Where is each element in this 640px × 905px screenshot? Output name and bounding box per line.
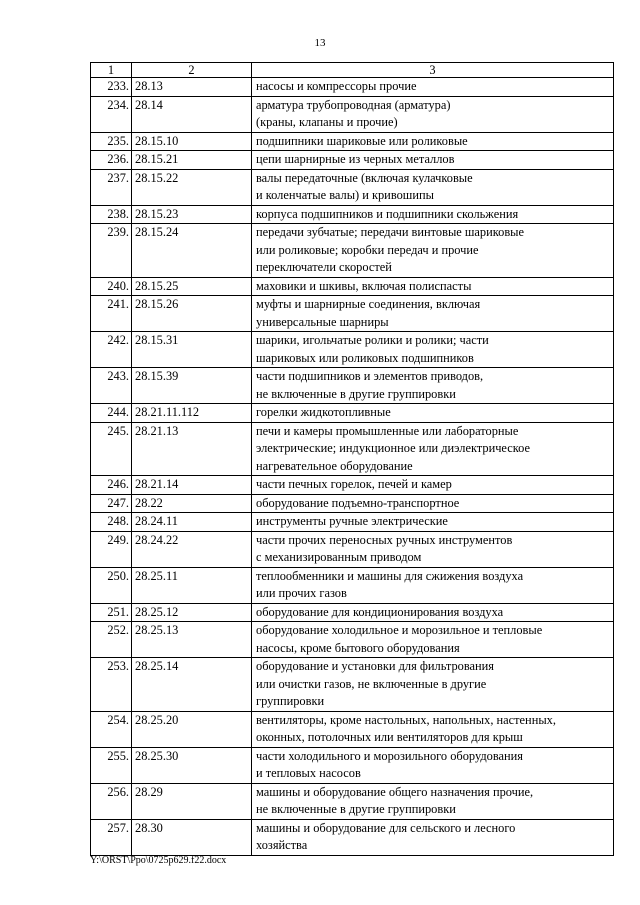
description-line: инструменты ручные электрические [256, 514, 448, 528]
table-row [91, 783, 614, 819]
item-description [252, 513, 614, 532]
row-number: 255. [91, 747, 132, 783]
okpd-code: 28.15.39 [132, 368, 252, 404]
okpd-code: 28.15.23 [132, 205, 252, 224]
row-number: 244. [91, 404, 132, 423]
table-row [91, 224, 614, 278]
row-number: 245. [91, 422, 132, 476]
description-line: печи и камеры промышленные или лабораторные [256, 423, 519, 438]
okpd-code: 28.15.26 [132, 296, 252, 332]
description-line: машины и оборудование общего назначения прочие, [256, 784, 534, 799]
table-row [91, 494, 614, 513]
table-row [91, 296, 614, 332]
description-line: шариковых или роликовых подшипников [256, 350, 474, 365]
description-line: корпуса подшипников и подшипники скольжения [256, 206, 519, 221]
description-line: оконных, потолочных или вентиляторов для крыш [256, 730, 523, 744]
description-line: не включенные в другие группировки [256, 386, 456, 401]
description-line: арматура трубопроводная (арматура) [256, 97, 451, 112]
okpd-code: 28.24.22 [132, 531, 252, 567]
item-description [252, 296, 614, 332]
description-line: части прочих переносных ручных инструментов [256, 532, 513, 547]
table-row [91, 368, 614, 404]
description-line: оборудование холодильное и морозильное и тепловые [256, 623, 543, 637]
description-line: оборудование и установки для фильтрования [256, 659, 495, 673]
okpd-code: 28.13 [132, 78, 252, 97]
row-number: 241. [91, 296, 132, 332]
description-line: муфты и шарнирные соединения, включая [256, 297, 481, 311]
okpd-code: 28.24.11 [132, 513, 252, 532]
item-description [252, 494, 614, 513]
description-line: вентиляторы, кроме настольных, напольных, настенных, [256, 712, 556, 727]
item-description [252, 277, 614, 296]
okpd-code: 28.21.11.112 [132, 404, 252, 423]
description-line: (краны, клапаны и прочие) [256, 115, 398, 129]
table-row [91, 132, 614, 151]
table-row [91, 819, 614, 855]
item-description [252, 658, 614, 712]
description-line: группировки [256, 694, 325, 708]
item-description [252, 819, 614, 855]
item-description [252, 603, 614, 622]
description-line: универсальные шарниры [256, 314, 389, 329]
okpd-code: 28.21.13 [132, 422, 252, 476]
description-line: переключатели скоростей [256, 260, 392, 274]
table-row [91, 404, 614, 423]
description-line: или роликовые; коробки передач и прочие [256, 242, 479, 257]
row-number: 251. [91, 603, 132, 622]
okpd-code: 28.30 [132, 819, 252, 855]
description-line: теплообменники и машины для сжижения воздуха [256, 568, 524, 583]
okpd-code: 28.21.14 [132, 476, 252, 495]
row-number: 250. [91, 567, 132, 603]
description-line: оборудование подъемно-транспортное [256, 495, 460, 510]
row-number: 246. [91, 476, 132, 495]
column-header-description: 3 [252, 63, 614, 78]
row-number: 254. [91, 711, 132, 747]
description-line: валы передаточные (включая кулачковые [256, 170, 473, 185]
row-number: 248. [91, 513, 132, 532]
row-number: 234. [91, 96, 132, 132]
row-number: 253. [91, 658, 132, 712]
description-line: или очистки газов, не включенные в другие [256, 676, 487, 691]
item-description [252, 332, 614, 368]
item-description [252, 711, 614, 747]
row-number: 233. [91, 78, 132, 97]
description-line: не включенные в другие группировки [256, 802, 456, 816]
table-row [91, 747, 614, 783]
item-description [252, 422, 614, 476]
row-number: 243. [91, 368, 132, 404]
row-number: 247. [91, 494, 132, 513]
okpd-code: 28.15.24 [132, 224, 252, 278]
document-file-path: Y:\ORST\Ppo\0725p629.f22.docx [90, 855, 227, 866]
row-number: 257. [91, 819, 132, 855]
okpd-code: 28.25.12 [132, 603, 252, 622]
item-description [252, 622, 614, 658]
column-header-number: 1 [91, 63, 132, 78]
description-line: хозяйства [256, 838, 308, 852]
item-description [252, 747, 614, 783]
description-line: нагревательное оборудование [256, 458, 413, 473]
okpd-code: 28.15.25 [132, 277, 252, 296]
row-number: 256. [91, 783, 132, 819]
description-line: и тепловых насосов [256, 766, 361, 780]
table-row [91, 96, 614, 132]
table-row [91, 567, 614, 603]
okpd-code: 28.15.31 [132, 332, 252, 368]
table-row [91, 332, 614, 368]
row-number: 235. [91, 132, 132, 151]
item-description [252, 476, 614, 495]
table-body [91, 78, 614, 856]
table-row [91, 277, 614, 296]
item-description [252, 151, 614, 170]
okpd-code: 28.14 [132, 96, 252, 132]
table-row [91, 711, 614, 747]
row-number: 252. [91, 622, 132, 658]
table-row [91, 531, 614, 567]
table-row [91, 513, 614, 532]
classification-table [90, 62, 614, 856]
description-line: насосы, кроме бытового оборудования [256, 640, 460, 655]
table-row [91, 78, 614, 97]
item-description [252, 368, 614, 404]
table-row [91, 169, 614, 205]
row-number: 238. [91, 205, 132, 224]
item-description [252, 132, 614, 151]
description-line: части подшипников и элементов приводов, [256, 369, 484, 383]
row-number: 242. [91, 332, 132, 368]
description-line: подшипники шариковые или роликовые [256, 133, 468, 148]
okpd-code: 28.25.14 [132, 658, 252, 712]
column-header-code: 2 [132, 63, 252, 78]
description-line: части холодильного и морозильного оборудования [256, 748, 524, 763]
table-row [91, 205, 614, 224]
description-line: шарики, игольчатые ролики и ролики; части [256, 333, 489, 347]
row-number: 240. [91, 277, 132, 296]
row-number: 239. [91, 224, 132, 278]
item-description [252, 404, 614, 423]
item-description [252, 567, 614, 603]
row-number: 236. [91, 151, 132, 170]
description-line: маховики и шкивы, включая полиспасты [256, 278, 472, 293]
description-line: насосы и компрессоры прочие [256, 79, 417, 93]
row-number: 249. [91, 531, 132, 567]
table-row [91, 658, 614, 712]
table-row [91, 476, 614, 495]
description-line: или прочих газов [256, 586, 347, 600]
table-row [91, 622, 614, 658]
okpd-code: 28.15.10 [132, 132, 252, 151]
table-header-row [91, 63, 614, 78]
page-number: 13 [314, 37, 326, 49]
description-line: части печных горелок, печей и камер [256, 477, 452, 491]
description-line: с механизированным приводом [256, 550, 422, 564]
item-description [252, 96, 614, 132]
item-description [252, 205, 614, 224]
okpd-code: 28.15.21 [132, 151, 252, 170]
description-line: машины и оборудование для сельского и лесного [256, 820, 516, 835]
item-description [252, 531, 614, 567]
table-row [91, 422, 614, 476]
okpd-code: 28.25.13 [132, 622, 252, 658]
item-description [252, 78, 614, 97]
row-number: 237. [91, 169, 132, 205]
description-line: цепи шарнирные из черных металлов [256, 152, 455, 166]
okpd-code: 28.15.22 [132, 169, 252, 205]
description-line: электрические; индукционное или диэлектрическое [256, 441, 530, 455]
okpd-code: 28.22 [132, 494, 252, 513]
description-line: передачи зубчатые; передачи винтовые шариковые [256, 225, 525, 239]
okpd-code: 28.25.11 [132, 567, 252, 603]
item-description [252, 224, 614, 278]
okpd-code: 28.25.30 [132, 747, 252, 783]
okpd-code: 28.25.20 [132, 711, 252, 747]
table-row [91, 603, 614, 622]
table-row [91, 151, 614, 170]
item-description [252, 783, 614, 819]
description-line: горелки жидкотопливные [256, 405, 391, 419]
description-line: оборудование для кондиционирования воздуха [256, 604, 504, 619]
description-line: и коленчатые валы) и кривошипы [256, 188, 434, 202]
okpd-code: 28.29 [132, 783, 252, 819]
item-description [252, 169, 614, 205]
